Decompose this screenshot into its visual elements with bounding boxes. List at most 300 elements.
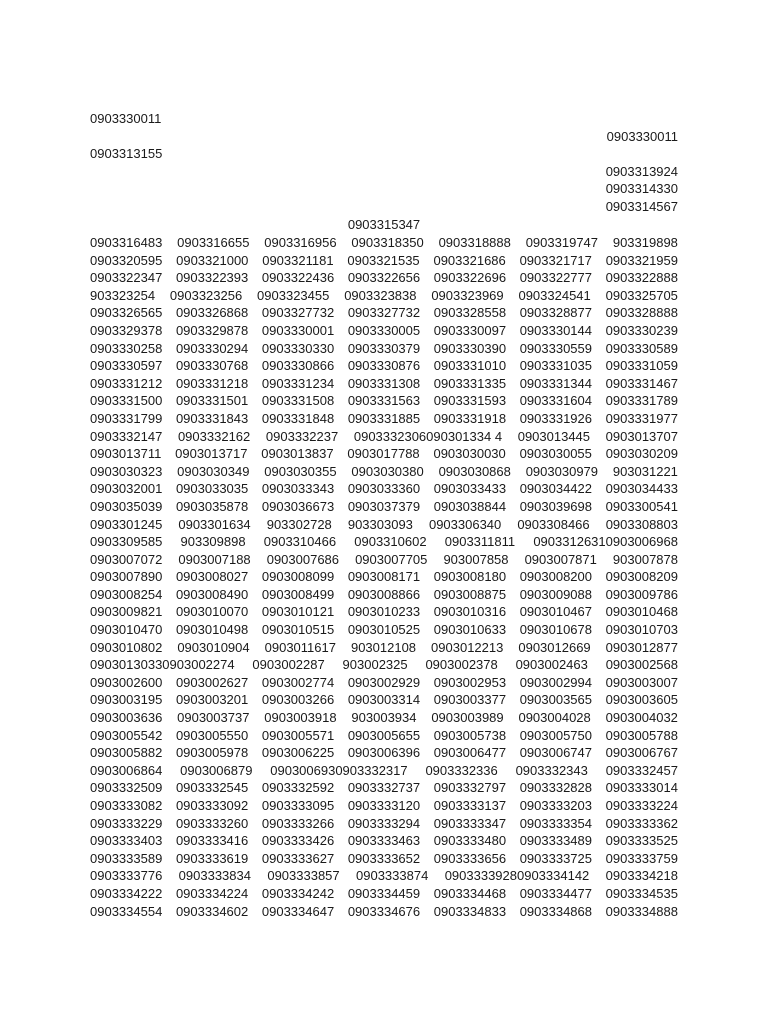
- phone-number-cell: 0903005571: [261, 727, 335, 743]
- phone-number-cell: 0903334554: [90, 903, 163, 919]
- phone-number-cell: 0903006225: [261, 745, 335, 761]
- phone-number-cell: 0903007072: [90, 551, 163, 567]
- phone-number-cell: 0903323969: [431, 287, 504, 303]
- phone-number-cell: 0903333224: [605, 798, 678, 813]
- phone-number-cell: 0903009088: [519, 586, 592, 602]
- number-row: [90, 621, 678, 639]
- phone-number-cell: 0903333260: [175, 815, 249, 831]
- phone-number-cell: 0903012213: [431, 639, 504, 655]
- phone-number-cell: 903007878: [612, 551, 678, 567]
- phone-number-cell: 0903006396: [347, 745, 421, 761]
- phone-number-cell: 0903330005: [347, 322, 421, 338]
- phone-number-cell: 0903322347: [90, 270, 163, 286]
- phone-number-cell: 0903332509: [90, 780, 163, 796]
- phone-number-cell: 0903010467: [519, 604, 592, 620]
- number-row: [90, 445, 678, 463]
- phone-number-cell: 0903321000: [176, 252, 249, 268]
- phone-number-cell: 0903333120: [347, 798, 421, 813]
- number-row: [90, 322, 678, 340]
- phone-number-cell: 0903010525: [347, 622, 421, 638]
- phone-number-cell: 0903328558: [433, 305, 507, 321]
- phone-number-cell: 0903003565: [519, 692, 592, 708]
- phone-number-cell: 0903323838: [344, 287, 417, 303]
- number-row: [90, 392, 678, 410]
- phone-number-cell: 09033339280903334142: [444, 868, 590, 884]
- phone-number-cell: 0903322696: [433, 270, 507, 286]
- number-row: [90, 709, 678, 727]
- phone-number-cell: 0903333014: [605, 780, 678, 796]
- phone-number-cell: 0903330866: [261, 358, 335, 374]
- phone-number-cell: 0903006767: [605, 745, 678, 761]
- phone-number-cell: 0903332162: [177, 428, 251, 444]
- phone-number-cell: 0903333082: [90, 798, 163, 813]
- phone-number-cell: 0903030209: [605, 446, 678, 462]
- phone-number-cell: 0903008875: [433, 586, 507, 602]
- phone-number-cell: 903012108: [350, 639, 417, 655]
- phone-number-cell: 0903331977: [605, 410, 678, 426]
- number-row: [90, 586, 678, 604]
- phone-number-cell: 0903331563: [347, 393, 421, 409]
- phone-number-line: 0903314567: [605, 198, 678, 214]
- phone-number-cell: 0903010703: [605, 622, 678, 638]
- phone-number-cell: 0903030380: [351, 463, 424, 479]
- number-row: [90, 727, 678, 745]
- phone-number-cell: 0903334242: [261, 885, 335, 901]
- phone-number-cell: 0903010316: [433, 604, 507, 620]
- phone-number-cell: 0903330589: [605, 340, 678, 356]
- phone-number-cell: 0903316956: [264, 235, 337, 250]
- phone-number-cell: 903302728: [266, 516, 332, 532]
- phone-number-line: 0903314330: [605, 181, 678, 197]
- phone-number-cell: 0903330876: [347, 358, 421, 374]
- phone-number-cell: 0903333627: [261, 850, 335, 866]
- phone-number-cell: 0903323256: [169, 287, 243, 303]
- phone-number-cell: 0903039698: [519, 498, 592, 514]
- phone-number-cell: 0903002929: [347, 674, 421, 690]
- phone-number-cell: 0903032001: [90, 481, 163, 497]
- number-row: [90, 480, 678, 498]
- phone-number-cell: 0903013837: [261, 446, 334, 462]
- phone-number-cell: 0903002600: [90, 674, 163, 690]
- phone-number-cell: 0903321959: [605, 252, 678, 268]
- phone-number-cell: 0903332237: [265, 428, 339, 444]
- phone-number-cell: 0903334868: [519, 903, 592, 919]
- number-row: [90, 252, 678, 270]
- phone-number-cell: 0903334459: [347, 885, 421, 901]
- phone-number-cell: 0903010468: [605, 604, 678, 620]
- phone-number-cell: 0903331467: [605, 375, 678, 391]
- phone-number-cell: 0903030349: [177, 463, 250, 479]
- phone-number-cell: 0903035039: [90, 498, 163, 514]
- phone-number-cell: 0903327732: [261, 305, 335, 321]
- number-row: [90, 674, 678, 692]
- phone-number-cell: 0903010470: [90, 622, 163, 638]
- phone-number-cell: 0903331500: [90, 393, 163, 409]
- phone-number-cell: 0903333416: [175, 833, 249, 849]
- phone-number-cell: 0903017788: [347, 446, 420, 462]
- phone-number-cell: 0903006477: [433, 745, 507, 761]
- phone-number-cell: 0903010498: [175, 622, 249, 638]
- phone-number-cell: 0903331604: [519, 393, 592, 409]
- phone-number-cell: 0903331789: [605, 393, 678, 409]
- phone-number-cell: 0903329878: [175, 322, 249, 338]
- phone-number-cell: 0903010233: [347, 604, 421, 620]
- number-row: [90, 797, 678, 815]
- header-number-block: [90, 110, 678, 233]
- phone-number-cell: 0903331335: [433, 375, 507, 391]
- phone-number-cell: 0903300541: [605, 498, 678, 514]
- phone-number-cell: 0903005978: [175, 745, 249, 761]
- phone-number-cell: 903007858: [443, 551, 509, 567]
- phone-number-cell: 0903321181: [262, 252, 334, 268]
- phone-number-cell: 0903333857: [267, 868, 340, 884]
- phone-number-cell: 0903331926: [519, 410, 592, 426]
- phone-number-cell: 0903008490: [175, 586, 249, 602]
- phone-number-cell: 0903330379: [347, 340, 421, 356]
- phone-number-cell: 0903010121: [261, 604, 335, 620]
- number-row: [90, 551, 678, 569]
- phone-number-cell: 0903330330: [261, 340, 335, 356]
- phone-number-cell: 0903010678: [519, 622, 592, 638]
- phone-number-cell: 0903008027: [175, 569, 249, 585]
- phone-number-cell: 0903308466: [517, 516, 590, 532]
- phone-number-cell: 0903035878: [175, 498, 249, 514]
- phone-number-line: 0903315347: [347, 216, 421, 232]
- phone-number-cell: 0903005655: [347, 727, 421, 743]
- phone-number-cell: 0903006864: [90, 762, 163, 778]
- phone-number-cell: 903003934: [351, 710, 417, 726]
- number-row: [90, 428, 678, 446]
- phone-number-cell: 0903007871: [524, 551, 597, 567]
- phone-number-cell: 0903331212: [90, 375, 163, 391]
- phone-number-cell: 0903002463: [515, 657, 588, 673]
- phone-number-cell: 0903321535: [347, 252, 420, 268]
- phone-number-cell: 0903013717: [175, 446, 248, 462]
- phone-number-cell: 0903008180: [433, 569, 507, 585]
- phone-number-cell: 903309898: [180, 534, 246, 550]
- phone-number-cell: 903031221: [612, 463, 678, 479]
- phone-number-cell: 0903006879: [180, 762, 253, 778]
- phone-number-cell: 0903321686: [433, 252, 506, 268]
- phone-number-cell: 0903037379: [347, 498, 421, 514]
- phone-number-cell: 0903010070: [175, 604, 249, 620]
- phone-number-cell: 0903333834: [178, 868, 251, 884]
- phone-number-cell: 0903334602: [175, 903, 249, 919]
- number-row: [90, 885, 678, 903]
- phone-number-cell: 0903330768: [175, 358, 249, 374]
- number-row: [90, 533, 678, 551]
- phone-number-cell: 0903002378: [425, 657, 498, 673]
- phone-number-cell: 0903333137: [433, 798, 507, 813]
- phone-number-cell: 0903333347: [433, 815, 507, 831]
- phone-number-cell: 0903013445: [517, 428, 591, 444]
- phone-number-cell: 0903330258: [90, 340, 163, 356]
- phone-number-cell: 0903332828: [519, 780, 592, 796]
- phone-number-cell: 0903301245: [90, 516, 163, 532]
- phone-number-cell: 0903333403: [90, 833, 163, 849]
- phone-number-cell: 0903322777: [519, 270, 592, 286]
- phone-number-cell: 0903321717: [519, 252, 592, 268]
- phone-number-cell: 0903007686: [266, 551, 340, 567]
- phone-number-cell: 0903012877: [605, 639, 678, 655]
- phone-number-cell: 0903009786: [605, 586, 678, 602]
- phone-number-cell: 0903010633: [433, 622, 507, 638]
- phone-number-cell: 0903334222: [90, 885, 163, 901]
- phone-number-cell: 0903331344: [519, 375, 592, 391]
- phone-number-cell: 0903034422: [519, 481, 592, 497]
- phone-number-cell: 0903030323: [90, 463, 163, 479]
- phone-number-cell: 0903007890: [90, 569, 163, 585]
- phone-number-cell: 0903333203: [519, 798, 592, 813]
- phone-number-cell: 0903333463: [347, 833, 421, 849]
- phone-number-cell: 0903324541: [518, 287, 591, 303]
- phone-number-cell: 0903326868: [175, 305, 249, 321]
- phone-number-cell: 0903333874: [356, 868, 429, 884]
- phone-number-cell: 0903306340: [428, 516, 502, 532]
- phone-number-cell: 0903008200: [519, 569, 592, 585]
- phone-number-cell: 0903005550: [175, 727, 249, 743]
- number-row: [90, 287, 678, 305]
- phone-number-cell: 0903331308: [347, 375, 421, 391]
- phone-number-cell: 0903030355: [264, 463, 337, 479]
- phone-number-cell: 0903010802: [90, 639, 163, 655]
- phone-number-cell: 0903325705: [605, 287, 678, 303]
- phone-number-cell: 0903333294: [347, 815, 421, 831]
- phone-number-table: [90, 234, 678, 920]
- phone-number-cell: 0903008866: [347, 586, 421, 602]
- phone-number-cell: 0903316483: [90, 235, 163, 250]
- phone-number-cell: 0903332147: [90, 428, 163, 444]
- number-row: [90, 357, 678, 375]
- phone-number-cell: 0903309585: [90, 534, 163, 550]
- phone-number-cell: 0903038844: [433, 498, 507, 514]
- phone-number-cell: 0903004032: [605, 710, 678, 726]
- phone-number-cell: 0903331218: [175, 375, 249, 391]
- phone-number-cell: 0903005738: [433, 727, 507, 743]
- phone-number-cell: 09033126310903006968: [533, 534, 678, 550]
- phone-number-cell: 0903002568: [605, 657, 678, 673]
- phone-number-cell: 0903334647: [261, 903, 335, 919]
- number-row: [90, 639, 678, 657]
- phone-number-cell: 903303093: [347, 516, 413, 532]
- phone-number-cell: 0903331918: [433, 410, 507, 426]
- phone-number-cell: 0903334833: [433, 903, 507, 919]
- phone-number-cell: 0903010904: [177, 639, 250, 655]
- phone-number-cell: 0903003266: [261, 692, 335, 708]
- phone-number-cell: 0903318350: [351, 235, 424, 250]
- phone-number-cell: 0903005750: [519, 727, 592, 743]
- phone-number-cell: 0903322656: [347, 270, 421, 286]
- phone-number-cell: 0903301634: [178, 516, 251, 532]
- number-row: [90, 375, 678, 393]
- phone-number-cell: 0903008209: [605, 569, 678, 585]
- number-row: [90, 779, 678, 797]
- phone-number-cell: 0903331885: [347, 410, 421, 426]
- phone-number-cell: 0903310602: [354, 534, 427, 550]
- phone-number-cell: 0903003314: [347, 692, 421, 708]
- phone-number-cell: 0903333092: [175, 798, 249, 813]
- phone-number-cell: 0903330144: [519, 322, 592, 338]
- phone-number-cell: 0903330390: [433, 340, 507, 356]
- phone-number-cell: 0903004028: [518, 710, 591, 726]
- phone-number-cell: 0903008171: [347, 569, 421, 585]
- number-row: [90, 516, 678, 534]
- phone-number-cell: 0903330597: [90, 358, 163, 374]
- number-row: [90, 498, 678, 516]
- phone-number-cell: 903002325: [342, 657, 408, 673]
- phone-number-cell: 0903005788: [605, 727, 678, 743]
- phone-number-cell: 0903330097: [433, 322, 507, 338]
- phone-number-cell: 0903332343: [515, 762, 588, 778]
- phone-number-cell: 0903322393: [175, 270, 249, 286]
- phone-number-line: 0903330011: [606, 128, 678, 144]
- phone-number-cell: 0903033360: [347, 481, 421, 497]
- phone-number-cell: 0903331848: [261, 410, 335, 426]
- phone-number-cell: 0903003195: [90, 692, 163, 708]
- phone-number-cell: 0903332737: [347, 780, 421, 796]
- phone-number-cell: 0903333354: [519, 815, 592, 831]
- phone-number-cell: 0903333652: [347, 850, 421, 866]
- phone-number-cell: 0903334676: [347, 903, 421, 919]
- phone-number-cell: 0903333619: [175, 850, 249, 866]
- phone-number-line: 0903330011: [90, 111, 162, 126]
- phone-number-cell: 0903332336: [425, 762, 498, 778]
- phone-number-cell: 0903331035: [519, 358, 592, 374]
- phone-number-cell: 0903034433: [605, 481, 678, 497]
- phone-number-cell: 0903033343: [261, 481, 335, 497]
- phone-number-cell: 0903316655: [177, 235, 250, 250]
- phone-number-cell: 0903033035: [175, 481, 249, 497]
- phone-number-cell: 0903002994: [519, 674, 592, 690]
- phone-number-cell: 0903003007: [605, 674, 678, 690]
- phone-number-cell: 0903030030: [433, 446, 506, 462]
- phone-number-cell: 0903002287: [252, 657, 325, 673]
- phone-number-cell: 0903311811: [444, 534, 516, 550]
- phone-number-cell: 0903333525: [605, 833, 678, 849]
- phone-number-cell: 0903308803: [605, 516, 678, 532]
- phone-number-cell: 0903008254: [90, 586, 163, 602]
- phone-number-cell: 0903320595: [90, 252, 163, 268]
- phone-number-cell: 0903003605: [605, 692, 678, 708]
- phone-number-cell: 0903322436: [261, 270, 335, 286]
- phone-number-cell: 0903331010: [433, 358, 507, 374]
- phone-number-cell: 0903332457: [605, 762, 678, 778]
- number-row: [90, 410, 678, 428]
- number-row: [90, 603, 678, 621]
- phone-number-cell: 0903002627: [175, 674, 249, 690]
- number-row: [90, 815, 678, 833]
- phone-number-cell: 0903030868: [438, 463, 511, 479]
- phone-number-cell: 0903003989: [431, 710, 504, 726]
- phone-number-cell: 0903003737: [177, 710, 250, 726]
- phone-number-cell: 0903333362: [605, 815, 678, 831]
- phone-number-cell: 0903328877: [519, 305, 592, 321]
- phone-number-cell: 0903334224: [175, 885, 249, 901]
- phone-number-cell: 0903330239: [605, 322, 678, 338]
- phone-number-cell: 0903322888: [605, 270, 678, 286]
- number-row: [90, 304, 678, 322]
- number-row: [90, 744, 678, 762]
- phone-number-line: 0903313155: [90, 146, 163, 162]
- phone-number-cell: 09030130330903002274: [90, 657, 235, 673]
- phone-number-cell: 0903332797: [433, 780, 507, 796]
- phone-number-cell: 0903331843: [175, 410, 249, 426]
- phone-number-cell: 0903328888: [605, 305, 678, 321]
- number-row: [90, 832, 678, 850]
- phone-number-cell: 0903002953: [433, 674, 507, 690]
- phone-number-cell: 0903330001: [261, 322, 335, 338]
- number-row: [90, 340, 678, 358]
- phone-number-cell: 0903330294: [175, 340, 249, 356]
- number-row: [90, 234, 678, 252]
- phone-number-cell: 0903333759: [605, 850, 678, 866]
- phone-number-cell: 0903333480: [433, 833, 507, 849]
- phone-number-cell: 0903331234: [261, 375, 335, 391]
- phone-number-cell: 0903323455: [257, 287, 330, 303]
- phone-number-cell: 0903030055: [519, 446, 592, 462]
- phone-number-cell: 0903036673: [261, 498, 335, 514]
- number-row: [90, 762, 678, 780]
- phone-number-cell: 0903006747: [519, 745, 592, 761]
- phone-number-cell: 0903007188: [178, 551, 251, 567]
- phone-number-cell: 0903331593: [433, 393, 507, 409]
- phone-number-cell: 0903331799: [90, 410, 163, 426]
- phone-number-cell: 0903334535: [605, 885, 678, 901]
- phone-number-cell: 0903333266: [261, 815, 335, 831]
- phone-number-cell: 0903003918: [264, 710, 337, 726]
- number-row: [90, 850, 678, 868]
- phone-number-cell: 0903010515: [261, 622, 335, 638]
- phone-number-cell: 0903009821: [90, 604, 163, 620]
- phone-number-cell: 0903310466: [263, 534, 337, 550]
- phone-number-cell: 0903330559: [519, 340, 592, 356]
- number-row: [90, 903, 678, 921]
- number-row: [90, 568, 678, 586]
- number-row: [90, 269, 678, 287]
- phone-number-cell: 0903319747: [525, 235, 599, 250]
- phone-number-cell: 903323254: [90, 287, 156, 303]
- phone-number-cell: 0903003377: [433, 692, 507, 708]
- phone-number-cell: 0903333489: [519, 833, 592, 849]
- phone-number-cell: 0903334477: [519, 885, 592, 901]
- phone-number-cell: 0903008499: [261, 586, 335, 602]
- phone-number-cell: 0903013711: [90, 446, 162, 462]
- phone-number-cell: 0903334888: [605, 903, 678, 919]
- phone-number-line: 0903313924: [605, 163, 678, 179]
- phone-number-cell: 0903334468: [433, 885, 507, 901]
- phone-number-cell: 0903326565: [90, 305, 163, 321]
- phone-number-cell: 0903331059: [605, 358, 678, 374]
- phone-number-cell: 0903005882: [90, 745, 163, 761]
- phone-number-cell: 0903002774: [261, 674, 335, 690]
- phone-number-cell: 0903007705: [355, 551, 428, 567]
- phone-number-cell: 0903333589: [90, 850, 163, 866]
- phone-number-cell: 0903333229: [90, 815, 163, 831]
- phone-number-cell: 0903005542: [90, 727, 163, 743]
- phone-number-cell: 0903332545: [175, 780, 249, 796]
- phone-number-cell: 903319898: [612, 235, 678, 250]
- phone-number-cell: 0903003636: [90, 710, 163, 726]
- number-row: [90, 691, 678, 709]
- phone-number-cell: 0903327732: [347, 305, 421, 321]
- phone-number-cell: 0903332592: [261, 780, 335, 796]
- phone-number-cell: 0903030979: [525, 463, 599, 479]
- phone-number-cell: 0903331508: [261, 393, 335, 409]
- phone-number-cell: 0903003201: [175, 692, 249, 708]
- phone-number-cell: 0903334218: [605, 868, 678, 884]
- phone-number-cell: 0903332306090301334 4: [353, 428, 503, 444]
- phone-number-cell: 0903012669: [518, 639, 591, 655]
